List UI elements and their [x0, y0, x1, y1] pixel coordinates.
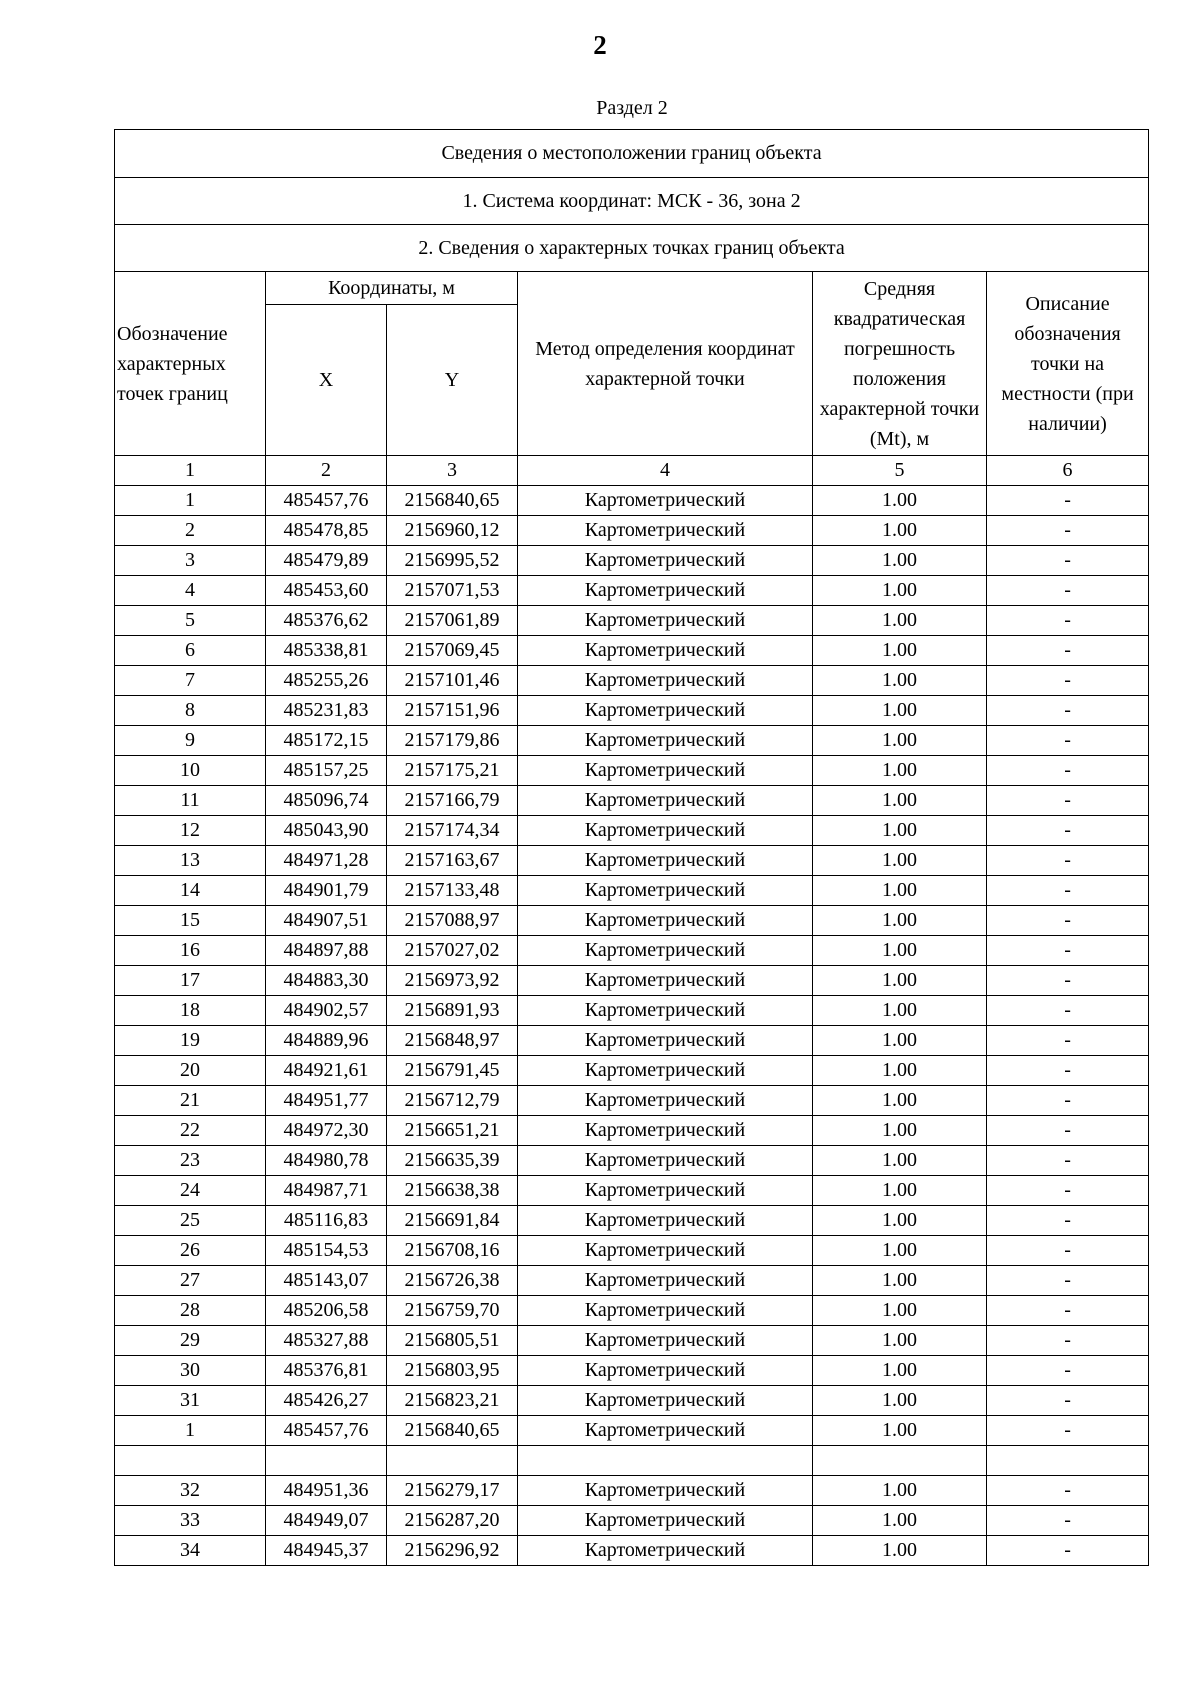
description-cell: -	[987, 1176, 1149, 1206]
x-coordinate-cell: 485172,15	[266, 726, 387, 756]
method-cell: Картометрический	[518, 1176, 813, 1206]
column-number: 3	[387, 456, 518, 486]
column-number-row	[115, 456, 1149, 486]
point-id-cell: 18	[115, 996, 266, 1026]
table-row	[115, 486, 1149, 516]
x-coordinate-cell: 484971,28	[266, 846, 387, 876]
x-coordinate-cell: 485457,76	[266, 1416, 387, 1446]
y-coordinate-cell: 2156791,45	[387, 1056, 518, 1086]
x-coordinate-cell: 485154,53	[266, 1236, 387, 1266]
header-description: Описание обозначения точки на местности (при наличии)	[987, 272, 1149, 456]
description-cell: -	[987, 1236, 1149, 1266]
x-coordinate-cell	[266, 1446, 387, 1476]
error-cell: 1.00	[813, 606, 987, 636]
table-row	[115, 1206, 1149, 1236]
method-cell: Картометрический	[518, 1296, 813, 1326]
error-cell: 1.00	[813, 966, 987, 996]
x-coordinate-cell: 484889,96	[266, 1026, 387, 1056]
point-id-cell	[115, 1446, 266, 1476]
method-cell: Картометрический	[518, 876, 813, 906]
error-cell: 1.00	[813, 756, 987, 786]
error-cell: 1.00	[813, 696, 987, 726]
y-coordinate-cell: 2156638,38	[387, 1176, 518, 1206]
description-cell: -	[987, 1206, 1149, 1236]
table-row	[115, 546, 1149, 576]
description-cell	[987, 1446, 1149, 1476]
column-number: 5	[813, 456, 987, 486]
point-id-cell: 24	[115, 1176, 266, 1206]
y-coordinate-cell: 2156708,16	[387, 1236, 518, 1266]
table-row	[115, 726, 1149, 756]
method-cell: Картометрический	[518, 1386, 813, 1416]
description-cell: -	[987, 636, 1149, 666]
column-number: 6	[987, 456, 1149, 486]
error-cell: 1.00	[813, 666, 987, 696]
description-cell: -	[987, 666, 1149, 696]
point-id-cell: 31	[115, 1386, 266, 1416]
column-number: 4	[518, 456, 813, 486]
error-cell: 1.00	[813, 576, 987, 606]
x-coordinate-cell: 484897,88	[266, 936, 387, 966]
y-coordinate-cell: 2157071,53	[387, 576, 518, 606]
error-cell: 1.00	[813, 1176, 987, 1206]
point-id-cell: 29	[115, 1326, 266, 1356]
table-row	[115, 1056, 1149, 1086]
method-cell: Картометрический	[518, 786, 813, 816]
x-coordinate-cell: 485096,74	[266, 786, 387, 816]
method-cell: Картометрический	[518, 756, 813, 786]
method-cell: Картометрический	[518, 1266, 813, 1296]
error-cell: 1.00	[813, 1206, 987, 1236]
method-cell: Картометрический	[518, 636, 813, 666]
error-cell: 1.00	[813, 786, 987, 816]
x-coordinate-cell: 485116,83	[266, 1206, 387, 1236]
x-coordinate-cell: 485206,58	[266, 1296, 387, 1326]
y-coordinate-cell: 2156759,70	[387, 1296, 518, 1326]
error-cell: 1.00	[813, 1356, 987, 1386]
description-cell: -	[987, 486, 1149, 516]
method-cell: Картометрический	[518, 1236, 813, 1266]
point-id-cell: 16	[115, 936, 266, 966]
x-coordinate-cell: 485255,26	[266, 666, 387, 696]
method-cell: Картометрический	[518, 546, 813, 576]
table-row	[115, 1416, 1149, 1446]
table-row	[115, 1386, 1149, 1416]
method-cell: Картометрический	[518, 936, 813, 966]
method-cell: Картометрический	[518, 1116, 813, 1146]
y-coordinate-cell: 2157175,21	[387, 756, 518, 786]
header-error: Средняя квадратическая погрешность положения характерной точки (Mt), м	[813, 272, 987, 456]
x-coordinate-cell: 484901,79	[266, 876, 387, 906]
x-coordinate-cell: 485157,25	[266, 756, 387, 786]
x-coordinate-cell: 485327,88	[266, 1326, 387, 1356]
point-id-cell: 14	[115, 876, 266, 906]
error-cell: 1.00	[813, 1386, 987, 1416]
table-row	[115, 876, 1149, 906]
table-row	[115, 1026, 1149, 1056]
error-cell: 1.00	[813, 1326, 987, 1356]
description-cell: -	[987, 756, 1149, 786]
description-cell: -	[987, 1386, 1149, 1416]
y-coordinate-cell: 2156287,20	[387, 1506, 518, 1536]
method-cell: Картометрический	[518, 1536, 813, 1566]
error-cell: 1.00	[813, 1056, 987, 1086]
method-cell: Картометрический	[518, 1506, 813, 1536]
description-cell: -	[987, 1416, 1149, 1446]
error-cell: 1.00	[813, 936, 987, 966]
x-coordinate-cell: 485338,81	[266, 636, 387, 666]
method-cell: Картометрический	[518, 1026, 813, 1056]
header-coordinates: Координаты, м	[266, 272, 518, 305]
y-coordinate-cell: 2157088,97	[387, 906, 518, 936]
y-coordinate-cell: 2157179,86	[387, 726, 518, 756]
table-row	[115, 606, 1149, 636]
table-row-empty	[115, 1446, 1149, 1476]
description-cell: -	[987, 726, 1149, 756]
x-coordinate-cell: 484921,61	[266, 1056, 387, 1086]
y-coordinate-cell: 2157069,45	[387, 636, 518, 666]
column-number: 2	[266, 456, 387, 486]
point-id-cell: 28	[115, 1296, 266, 1326]
x-coordinate-cell: 485426,27	[266, 1386, 387, 1416]
point-id-cell: 21	[115, 1086, 266, 1116]
error-cell: 1.00	[813, 996, 987, 1026]
method-cell: Картометрический	[518, 816, 813, 846]
method-cell: Картометрический	[518, 1056, 813, 1086]
error-cell: 1.00	[813, 516, 987, 546]
table-row	[115, 636, 1149, 666]
y-coordinate-cell: 2156691,84	[387, 1206, 518, 1236]
page-number: 2	[593, 30, 607, 60]
x-coordinate-cell: 485479,89	[266, 546, 387, 576]
point-id-cell: 5	[115, 606, 266, 636]
method-cell: Картометрический	[518, 486, 813, 516]
point-id-cell: 15	[115, 906, 266, 936]
coordinate-system: 1. Система координат: МСК - 36, зона 2	[115, 178, 1149, 225]
description-cell: -	[987, 996, 1149, 1026]
description-cell: -	[987, 1026, 1149, 1056]
x-coordinate-cell: 485231,83	[266, 696, 387, 726]
method-cell	[518, 1446, 813, 1476]
y-coordinate-cell: 2157061,89	[387, 606, 518, 636]
table-row	[115, 906, 1149, 936]
method-cell: Картометрический	[518, 576, 813, 606]
error-cell: 1.00	[813, 1476, 987, 1506]
error-cell: 1.00	[813, 1236, 987, 1266]
error-cell: 1.00	[813, 846, 987, 876]
description-cell: -	[987, 816, 1149, 846]
point-id-cell: 3	[115, 546, 266, 576]
points-section-title: 2. Сведения о характерных точках границ объекта	[115, 225, 1149, 272]
y-coordinate-cell: 2157133,48	[387, 876, 518, 906]
point-id-cell: 7	[115, 666, 266, 696]
x-coordinate-cell: 485376,81	[266, 1356, 387, 1386]
y-coordinate-cell: 2157101,46	[387, 666, 518, 696]
table-row	[115, 756, 1149, 786]
method-cell: Картометрический	[518, 1206, 813, 1236]
error-cell: 1.00	[813, 726, 987, 756]
header-x: X	[266, 305, 387, 456]
description-cell: -	[987, 1086, 1149, 1116]
description-cell: -	[987, 696, 1149, 726]
table-row	[115, 1176, 1149, 1206]
error-cell	[813, 1446, 987, 1476]
point-id-cell: 11	[115, 786, 266, 816]
error-cell: 1.00	[813, 1266, 987, 1296]
description-cell: -	[987, 1056, 1149, 1086]
description-cell: -	[987, 1296, 1149, 1326]
y-coordinate-cell: 2157174,34	[387, 816, 518, 846]
point-id-cell: 19	[115, 1026, 266, 1056]
point-id-cell: 10	[115, 756, 266, 786]
table-row	[115, 786, 1149, 816]
error-cell: 1.00	[813, 1536, 987, 1566]
x-coordinate-cell: 485143,07	[266, 1266, 387, 1296]
point-id-cell: 13	[115, 846, 266, 876]
method-cell: Картометрический	[518, 726, 813, 756]
table-row	[115, 936, 1149, 966]
description-cell: -	[987, 1536, 1149, 1566]
method-cell: Картометрический	[518, 696, 813, 726]
y-coordinate-cell: 2156296,92	[387, 1536, 518, 1566]
description-cell: -	[987, 1116, 1149, 1146]
y-coordinate-cell: 2156995,52	[387, 546, 518, 576]
point-id-cell: 8	[115, 696, 266, 726]
header-point-designation: Обозначение характерных точек границ	[115, 272, 266, 456]
y-coordinate-cell: 2156840,65	[387, 1416, 518, 1446]
point-id-cell: 22	[115, 1116, 266, 1146]
error-cell: 1.00	[813, 1506, 987, 1536]
method-cell: Картометрический	[518, 906, 813, 936]
y-coordinate-cell: 2156726,38	[387, 1266, 518, 1296]
point-id-cell: 4	[115, 576, 266, 606]
table-row	[115, 1146, 1149, 1176]
description-cell: -	[987, 1476, 1149, 1506]
column-number: 1	[115, 456, 266, 486]
table-row	[115, 1236, 1149, 1266]
description-cell: -	[987, 786, 1149, 816]
x-coordinate-cell: 485376,62	[266, 606, 387, 636]
table-row	[115, 516, 1149, 546]
method-cell: Картометрический	[518, 1416, 813, 1446]
description-cell: -	[987, 906, 1149, 936]
method-cell: Картометрический	[518, 516, 813, 546]
point-id-cell: 25	[115, 1206, 266, 1236]
error-cell: 1.00	[813, 1086, 987, 1116]
x-coordinate-cell: 484951,77	[266, 1086, 387, 1116]
table-row	[115, 576, 1149, 606]
point-id-cell: 32	[115, 1476, 266, 1506]
x-coordinate-cell: 484907,51	[266, 906, 387, 936]
header-method: Метод определения координат характерной точки	[518, 272, 813, 456]
x-coordinate-cell: 485478,85	[266, 516, 387, 546]
table-row	[115, 696, 1149, 726]
table-row	[115, 1536, 1149, 1566]
method-cell: Картометрический	[518, 966, 813, 996]
point-id-cell: 34	[115, 1536, 266, 1566]
y-coordinate-cell: 2157166,79	[387, 786, 518, 816]
description-cell: -	[987, 576, 1149, 606]
y-coordinate-cell	[387, 1446, 518, 1476]
y-coordinate-cell: 2157151,96	[387, 696, 518, 726]
table-row	[115, 846, 1149, 876]
table-row	[115, 1506, 1149, 1536]
error-cell: 1.00	[813, 1116, 987, 1146]
method-cell: Картометрический	[518, 1326, 813, 1356]
error-cell: 1.00	[813, 546, 987, 576]
section-label: Раздел 2	[596, 97, 668, 119]
x-coordinate-cell: 484951,36	[266, 1476, 387, 1506]
x-coordinate-cell: 485457,76	[266, 486, 387, 516]
y-coordinate-cell: 2156848,97	[387, 1026, 518, 1056]
table-title: Сведения о местоположении границ объекта	[115, 130, 1149, 178]
description-cell: -	[987, 846, 1149, 876]
x-coordinate-cell: 484945,37	[266, 1536, 387, 1566]
y-coordinate-cell: 2156805,51	[387, 1326, 518, 1356]
point-id-cell: 9	[115, 726, 266, 756]
error-cell: 1.00	[813, 1416, 987, 1446]
y-coordinate-cell: 2156803,95	[387, 1356, 518, 1386]
description-cell: -	[987, 1356, 1149, 1386]
description-cell: -	[987, 936, 1149, 966]
description-cell: -	[987, 606, 1149, 636]
point-id-cell: 20	[115, 1056, 266, 1086]
table-row	[115, 1356, 1149, 1386]
point-id-cell: 6	[115, 636, 266, 666]
points-body	[115, 486, 1149, 1566]
point-id-cell: 27	[115, 1266, 266, 1296]
table-row	[115, 996, 1149, 1026]
y-coordinate-cell: 2156279,17	[387, 1476, 518, 1506]
method-cell: Картометрический	[518, 846, 813, 876]
y-coordinate-cell: 2156973,92	[387, 966, 518, 996]
x-coordinate-cell: 484980,78	[266, 1146, 387, 1176]
method-cell: Картометрический	[518, 1146, 813, 1176]
description-cell: -	[987, 1266, 1149, 1296]
point-id-cell: 2	[115, 516, 266, 546]
x-coordinate-cell: 485043,90	[266, 816, 387, 846]
header-y: Y	[387, 305, 518, 456]
error-cell: 1.00	[813, 906, 987, 936]
y-coordinate-cell: 2156840,65	[387, 486, 518, 516]
point-id-cell: 30	[115, 1356, 266, 1386]
y-coordinate-cell: 2156823,21	[387, 1386, 518, 1416]
x-coordinate-cell: 485453,60	[266, 576, 387, 606]
x-coordinate-cell: 484902,57	[266, 996, 387, 1026]
point-id-cell: 1	[115, 486, 266, 516]
table-row	[115, 1086, 1149, 1116]
error-cell: 1.00	[813, 1026, 987, 1056]
coordinates-table	[114, 129, 1149, 1566]
table-row	[115, 1296, 1149, 1326]
table-row	[115, 1326, 1149, 1356]
error-cell: 1.00	[813, 876, 987, 906]
x-coordinate-cell: 484972,30	[266, 1116, 387, 1146]
method-cell: Картометрический	[518, 1476, 813, 1506]
method-cell: Картометрический	[518, 1086, 813, 1116]
point-id-cell: 33	[115, 1506, 266, 1536]
table-row	[115, 1476, 1149, 1506]
x-coordinate-cell: 484949,07	[266, 1506, 387, 1536]
method-cell: Картометрический	[518, 606, 813, 636]
table-row	[115, 666, 1149, 696]
y-coordinate-cell: 2157027,02	[387, 936, 518, 966]
table-row	[115, 1116, 1149, 1146]
table-row	[115, 816, 1149, 846]
point-id-cell: 17	[115, 966, 266, 996]
error-cell: 1.00	[813, 486, 987, 516]
error-cell: 1.00	[813, 816, 987, 846]
description-cell: -	[987, 1146, 1149, 1176]
method-cell: Картометрический	[518, 1356, 813, 1386]
table-row	[115, 1266, 1149, 1296]
table-row	[115, 966, 1149, 996]
point-id-cell: 12	[115, 816, 266, 846]
x-coordinate-cell: 484987,71	[266, 1176, 387, 1206]
description-cell: -	[987, 966, 1149, 996]
point-id-cell: 23	[115, 1146, 266, 1176]
error-cell: 1.00	[813, 636, 987, 666]
description-cell: -	[987, 876, 1149, 906]
point-id-cell: 1	[115, 1416, 266, 1446]
method-cell: Картометрический	[518, 996, 813, 1026]
description-cell: -	[987, 516, 1149, 546]
point-id-cell: 26	[115, 1236, 266, 1266]
error-cell: 1.00	[813, 1296, 987, 1326]
description-cell: -	[987, 1506, 1149, 1536]
error-cell: 1.00	[813, 1146, 987, 1176]
y-coordinate-cell: 2156635,39	[387, 1146, 518, 1176]
y-coordinate-cell: 2156712,79	[387, 1086, 518, 1116]
y-coordinate-cell: 2156891,93	[387, 996, 518, 1026]
description-cell: -	[987, 1326, 1149, 1356]
description-cell: -	[987, 546, 1149, 576]
y-coordinate-cell: 2157163,67	[387, 846, 518, 876]
method-cell: Картометрический	[518, 666, 813, 696]
y-coordinate-cell: 2156960,12	[387, 516, 518, 546]
y-coordinate-cell: 2156651,21	[387, 1116, 518, 1146]
x-coordinate-cell: 484883,30	[266, 966, 387, 996]
